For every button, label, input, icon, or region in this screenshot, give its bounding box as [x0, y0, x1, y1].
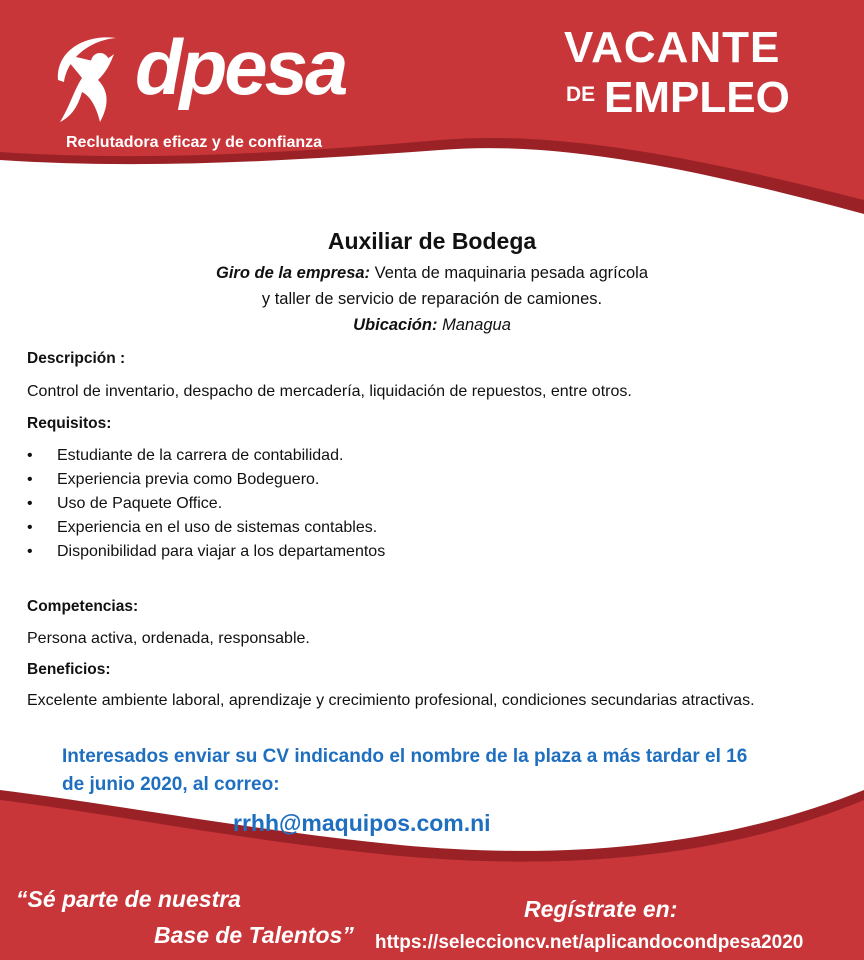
- banner-de: DE: [566, 83, 596, 106]
- person-logo-icon: [56, 30, 136, 130]
- descripcion-heading: Descripción :: [27, 350, 126, 367]
- bullet-icon: •: [27, 519, 33, 536]
- descripcion-text: Control de inventario, despacho de mercadería, liquidación de repuestos, entre otros.: [27, 383, 632, 400]
- cta-line-1: Interesados enviar su CV indicando el nombre de la plaza a más tardar el 16: [62, 746, 748, 767]
- register-url-link[interactable]: https://seleccioncv.net/aplicandocondpesa2020: [375, 932, 804, 953]
- register-label: Regístrate en:: [524, 896, 678, 922]
- slogan-line-1: “Sé parte de nuestra: [16, 886, 241, 912]
- requisitos-heading: Requisitos:: [27, 415, 112, 432]
- cta-line-2: de junio 2020, al correo:: [62, 774, 280, 795]
- bullet-icon: •: [27, 447, 33, 464]
- list-item: • Disponibilidad para viajar a los departamentos: [27, 540, 385, 564]
- requisitos-list: [27, 444, 385, 564]
- competencias-text: Persona activa, ordenada, responsable.: [27, 630, 310, 647]
- apply-instructions: [62, 743, 822, 799]
- banner-empleo: EMPLEO: [604, 73, 790, 122]
- bullet-icon: •: [27, 543, 33, 560]
- ubicacion-line: [0, 316, 864, 335]
- job-title: Auxiliar de Bodega: [327, 228, 537, 254]
- banner-vacante: VACANTE: [564, 23, 781, 72]
- giro-value: Venta de maquinaria pesada agrícola: [374, 264, 649, 282]
- slogan-line-2: Base de Talentos”: [154, 922, 354, 948]
- list-item: • Experiencia en el uso de sistemas contables.: [27, 516, 385, 540]
- giro-label: Giro de la empresa:: [215, 264, 371, 282]
- contact-email-link[interactable]: rrhh@maquipos.com.ni: [233, 810, 491, 836]
- beneficios-heading: Beneficios:: [27, 661, 111, 678]
- bullet-icon: •: [27, 471, 33, 488]
- list-item: • Experiencia previa como Bodeguero.: [27, 468, 385, 492]
- giro-line: [0, 264, 864, 283]
- brand-tagline: Reclutadora eficaz y de confianza: [66, 134, 323, 151]
- beneficios-text: Excelente ambiente laboral, aprendizaje y crecimiento profesional, condiciones secundarias atractivas.: [27, 692, 755, 709]
- list-item: • Uso de Paquete Office.: [27, 492, 385, 516]
- ubicacion-label: Ubicación:: [353, 316, 438, 334]
- giro-value-cont: y taller de servicio de reparación de camiones.: [261, 290, 603, 308]
- list-item: • Estudiante de la carrera de contabilidad.: [27, 444, 385, 468]
- ubicacion-value: Managua: [442, 316, 511, 334]
- competencias-heading: Competencias:: [27, 598, 139, 615]
- bullet-icon: •: [27, 495, 33, 512]
- brand-logo: dpesa: [135, 23, 346, 111]
